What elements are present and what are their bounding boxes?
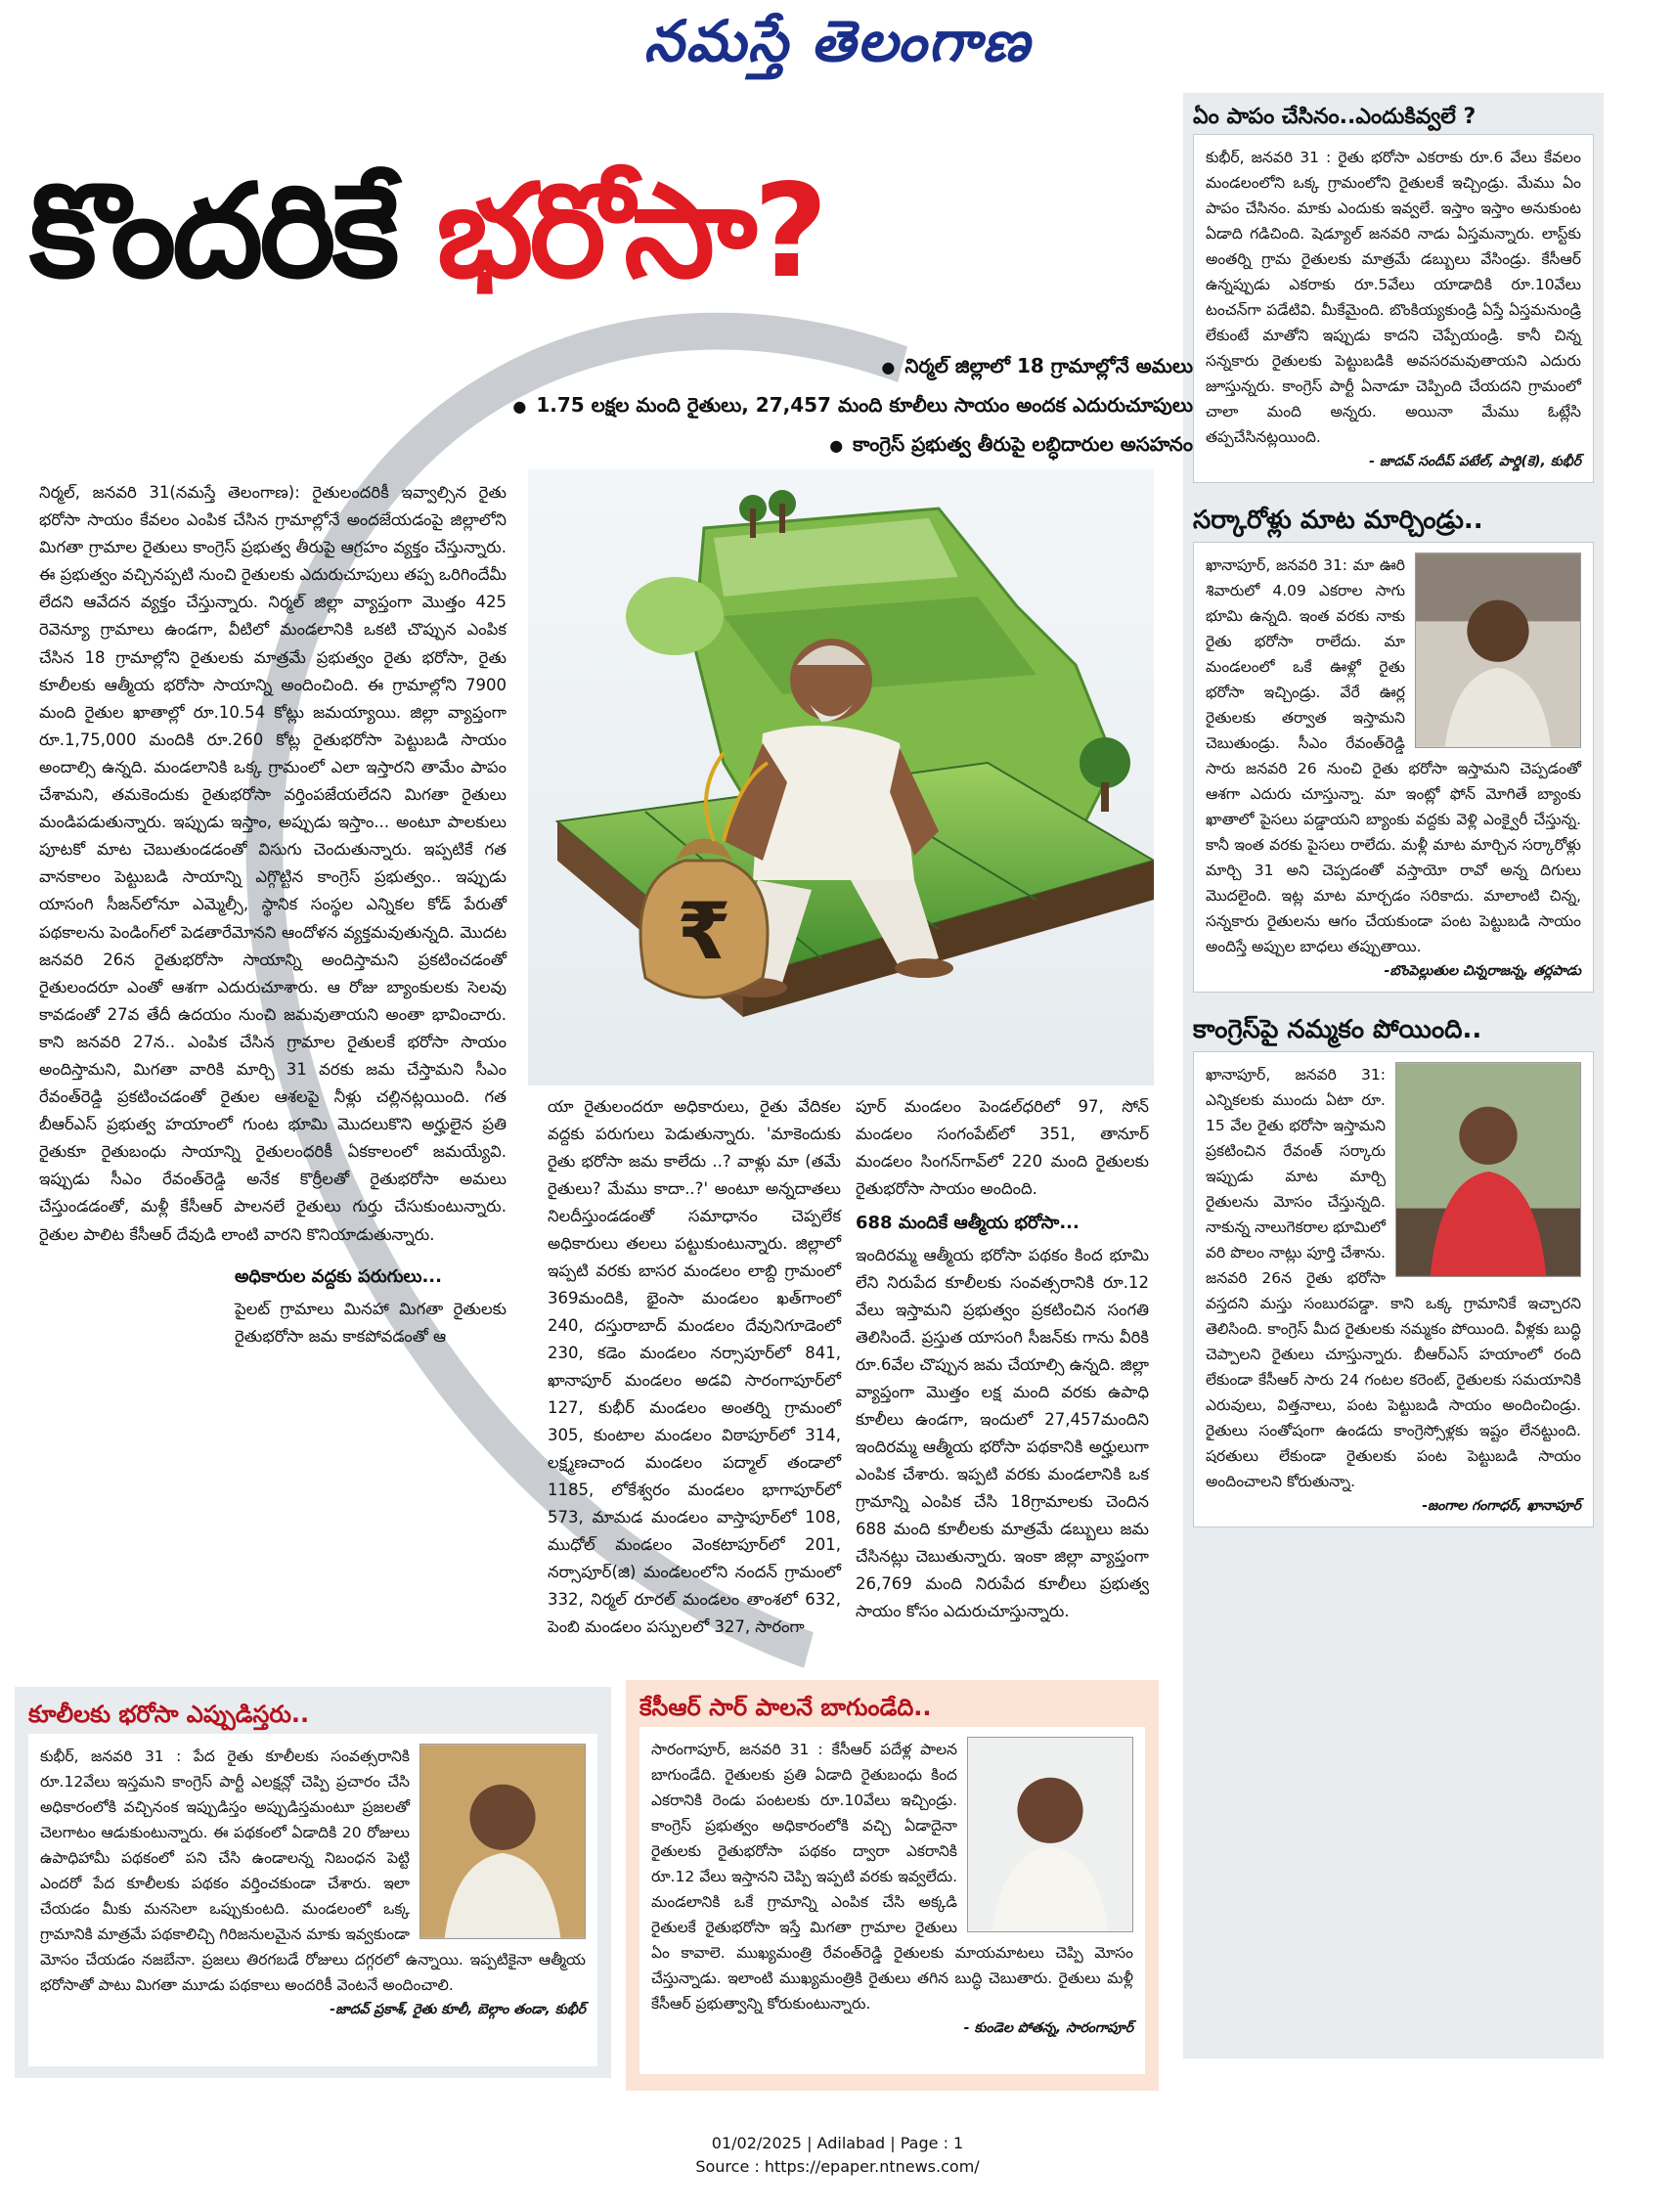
bottom-story-2-title: కేసీఆర్ సార్ పాలనే బాగుండేది..: [639, 1694, 932, 1721]
headline-bullets: [372, 347, 1193, 465]
sidebar-story-2-byline: -బొంపెల్లుతుల చిన్నరాజన్న, తర్లపాడు: [1384, 963, 1581, 979]
subhead-atmiya-bharosa: 688 మందికే ఆత్మీయ భరోసా...: [856, 1213, 1080, 1233]
bottom-story-kcr: [626, 1680, 1159, 2091]
farmer-illustration: [528, 469, 1154, 1085]
sidebar-story-1-byline: - జాదవ్ సందీప్ పటేల్, పార్డి(కె), కుభీర్: [1369, 454, 1581, 469]
main-article-paragraph-2: పైలట్ గ్రామాలు మినహా మిగతా రైతులకు రైతుభరోసా జమ కాకపోవడంతో ఆ: [235, 1299, 507, 1346]
bottom-story-1-byline: -జాదవ్ ప్రకాశ్, రైతు కూలీ, బెల్గాం తండా, కుభీర్: [330, 2002, 586, 2017]
headline-part-red: భరోసా?: [436, 156, 824, 307]
bullet-1: ● నిర్మల్ జిల్లాలో 18 గ్రామాల్లోనే అమలు: [372, 347, 1193, 386]
bullet-2: ● 1.75 లక్షల మంది రైతులు, 27,457 మంది కూలీలు సాయం అందక ఎదురుచూపులు: [372, 386, 1193, 425]
masthead-logo: నమస్తే తెలంగాణ: [643, 8, 1032, 74]
bottom-story-1-box: [28, 1734, 597, 2066]
sidebar-story-1-text: కుభీర్, జనవరి 31 : రైతు భరోసా ఎకరాకు రూ.6 వేలు కేవలం మండలంలోని ఒక్క గ్రామంలోని రైతులకే ఇచ్చిండ్రు. మేము ఏం పాపం చేసినం. మాకు ఎందుకు ఇవ్వలే. ఇస్తాం ఇస్తాం అనుకుంట ఏడాది గడిచింది. షెడ్యూల్ జనవరి నాడు ఏస్తమన్నారు. లాస్ట్‌కు అంతర్ని గ్రామ రైతులకు మాత్రమే డబ్బులు వేసిండ్రు. కేసీఆర్ ఉన్నప్పుడు ఎకరాకు రూ.5వేలు యాడాదికి రూ.10వేలు టంచన్‌గా పడేటివి. మీకేమైంది. బొంకియ్యకుండ్రి ఏస్తే ఏస్తమనుండ్రి లేకుంటే మాతోని ఇప్పుడు కాదని చెప్పేయండ్రి. కానీ చిన్న సన్నకారు రైతులకు పెట్టుబడికి అవసరమవుతాయని ఎదురు జూస్తున్నరు. కాంగ్రెస్ పార్టీ ఏనాడూ చెప్పింది చేయదని గ్రామంలో చాలా మంది అన్నరు. అయినా మేము ఓట్లేసి తప్పచేసినట్లయింది.: [1206, 149, 1581, 446]
portrait-photo-3: [1395, 1062, 1581, 1277]
sidebar-story-1-box: [1193, 134, 1594, 483]
sidebar-story-2: [1183, 491, 1604, 1000]
sidebar-story-3: [1183, 1000, 1604, 1535]
headline-part-black: కొందరికే: [29, 156, 437, 307]
sidebar-story-3-title: కాంగ్రెస్‌పై నమ్మకం పోయింది..: [1193, 1015, 1482, 1044]
sidebar-story-2-box: [1193, 542, 1594, 993]
main-article-column-3: [856, 1093, 1149, 1625]
sidebar-story-3-byline: -జంగాల గంగాధర్, ఖానాపూర్: [1422, 1498, 1581, 1514]
footer-source: Source : https://epaper.ntnews.com/: [695, 2157, 980, 2176]
svg-text:₹: ₹: [677, 886, 731, 977]
bottom-story-1-title: కూలీలకు భరోసా ఎప్పుడిస్తరు..: [28, 1701, 310, 1728]
sidebar-story-2-text: ఖానాపూర్, జనవరి 31: మా ఊరి శివారులో 4.09 ఎకరాల సాగు భూమి ఉన్నది. ఇంత వరకు నాకు రైతు భరోసా రాలేదు. మా మండలంలో ఒకే ఊళ్లో రైతు భరోసా ఇచ్చిండ్రు. వేరే ఊర్ల రైతులకు తర్వాత ఇస్తామని చెబుతుండ్రు. సీఎం రేవంత్‌రెడ్డి సారు జనవరి 26 నుంచి రైతు భరోసా ఇస్తామని చెప్పడంతో ఆశగా ఎదురు చూస్తున్నా. మా ఇంట్లో ఫోన్ మోగితే బ్యాంకు ఖాతాలో పైసలు పడ్డాయని బ్యాంకు వద్దకు వెళ్లి ఎంక్వైరీ చేస్తున్న. కానీ ఇంత వరకు పైసలు రాలేదు. మళ్లీ మాట మార్చిన సర్కారోళ్లు మార్చి 31 అని చెప్పడంతో వస్తాయో రావో అన్న దిగులు మొదలైంది. ఇట్ల మాట మార్చడం సరికాదు. మాలాంటి చిన్న, సన్నకారు రైతులను ఆగం చేయకుండా పంట పెట్టుబడి సాయం అందిస్తే అప్పుల బాధలు తప్పుతాయి.: [1206, 556, 1581, 955]
sidebar-story-3-text: ఖానాపూర్, జనవరి 31: ఎన్నికలకు ముందు ఏటా రూ. 15 వేల రైతు భరోసా ఇస్తామని ప్రకటించిన రేవంత్ సర్కారు ఇప్పుడు మాట మార్చి రైతులను మోసం చేస్తున్నది. నాకున్న నాలుగెకరాల భూమిలో వరి పొలం నాట్లు పూర్తి చేశాను. జనవరి 26న రైతు భరోసా వస్తదని మస్తు సంబురపడ్డా. కాని ఒక్క గ్రామానికే ఇచ్చారని తెలిసింది. కాంగ్రెస్ మీద రైతులకు నమ్మకం పోయింది. వీళ్లకు బుద్ధి చెప్పాలని రైతులు చూస్తున్నారు. బీఆర్‌ఎస్ హయాంలో రంది లేకుండా కేసీఆర్ సారు 24 గంటల కరెంట్, రైతులకు సమయానికి ఎరువులు, విత్తనాలు, పంట పెట్టుబడి సాయం అందించిండ్రు. రైతులు సంతోషంగా ఉండదు కాంగ్రెస్సోళ్లకు ఇష్టం లేనట్టుంది. షరతులు లేకుండా రైతులకు పంట పెట్టుబడి సాయం అందించాలని కోరుతున్నా.: [1206, 1066, 1581, 1490]
main-article-paragraph-5: ఇందిరమ్మ ఆత్మీయ భరోసా పథకం కింద భూమి లేని నిరుపేద కూలీలకు సంవత్సరానికి రూ.12 వేలు ఇస్తామని ప్రభుత్వం ప్రకటించిన సంగతి తెలిసిందే. ప్రస్తుత యాసంగి సీజన్‌కు గాను వీరికి రూ.6వేల చొప్పున జమ చేయాల్సి ఉన్నది. జిల్లా వ్యాప్తంగా మొత్తం లక్ష మంది వరకు ఉపాధి కూలీలు ఉండగా, ఇందులో 27,457మందిని ఇందిరమ్మ ఆత్మీయ భరోసా పథకానికి అర్హులుగా ఎంపిక చేశారు. ఇప్పటి వరకు మండలానికి ఒక గ్రామాన్ని ఎంపిక చేసి 18గ్రామాలకు చెందిన 688 మంది కూలీలకు మాత్రమే డబ్బులు జమ చేసినట్లు చెబుతున్నారు. ఇంకా జిల్లా వ్యాప్తంగా 26,769 మంది నిరుపేద కూలీలు ప్రభుత్వ సాయం కోసం ఎదురుచూస్తున్నారు.: [856, 1246, 1149, 1620]
bottom-story-1-text: కుభీర్, జనవరి 31 : పేద రైతు కూలీలకు సంవత్సరానికి రూ.12వేలు ఇస్తమని కాంగ్రెస్ పార్టీ ఎలక్షన్లో చెప్పి ప్రచారం చేసి అధికారంలోకి వచ్చినంక ఇప్పుడిస్తం అప్పుడిస్తమంటూ ప్రజలతో చెలగాటం ఆడుకుంటున్నారు. ఈ పథకంలో ఏడాదికి 20 రోజులు ఉపాధిహామీ పథకంలో పని చేసి ఉండాలన్న నిబంధన పెట్టి ఎందరో పేద కూలీలకు పథకం వర్తించకుండా చేశారు. ఇలా చేయడం మీకు మనసెలా ఒప్పుకుంటది. మండలంలో ఒక్క గ్రామానికి మాత్రమే పథకాలిచ్చి గిరిజనులమైన మాకు ఇవ్వకుండా మోసం చేయడం నజబేనా. ప్రజలు తిరగబడే రోజులు దగ్గరలో ఉన్నాయి. ఇప్పటికైనా ఆత్మీయ భరోసాతో పాటు మిగతా మూడు పథకాలు అందరికీ వెంటనే అందించాలి.: [40, 1747, 586, 1994]
main-article-paragraph-1: నిర్మల్, జనవరి 31(నమస్తే తెలంగాణ): రైతులందరికీ ఇవ్వాల్సిన రైతు భరోసా సాయం కేవలం ఎంపిక చేసిన గ్రామాల్లోనే అందజేయడంపై జిల్లాలోని మిగతా గ్రామాల రైతులు కాంగ్రెస్ ప్రభుత్వ తీరుపై ఆగ్రహం వ్యక్తం చేస్తున్నారు. ఈ ప్రభుత్వం వచ్చినప్పటి నుంచి రైతులకు ఎదురుచూపులు తప్ప ఒరిగిందేమీ లేదని ఆవేదన వ్యక్తం చేస్తున్నారు. నిర్మల్ జిల్లా వ్యాప్తంగా మొత్తం 425 రెవెన్యూ గ్రామాలు ఉండగా, వీటిలో మండలానికి ఒకటి చొప్పున ఎంపిక చేసిన 18 గ్రామాల్లోని రైతులకు మాత్రమే ప్రభుత్వం రైతు భరోసా, రైతు కూలీలకు ఆత్మీయ భరోసా సాయాన్ని అందించింది. ఈ గ్రామాల్లోని 7900 మంది రైతుల ఖాతాల్లో రూ.10.54 కోట్లు జమయ్యాయి. జిల్లా వ్యాప్తంగా రూ.1,75,000 మందికి రూ.260 కోట్ల రైతుభరోసా పెట్టుబడి సాయం అందాల్సి ఉన్నది. మండలానికి ఒక్క గ్రామంలో ఎలా ఇస్తారని తామేం పాపం చేశామని, తమకెందుకు రైతుభరోసా వర్తింపజేయలేదని మిగతా రైతులు మండిపడుతున్నారు. ఇప్పుడు ఇస్తాం, అప్పుడు ఇస్తాం... అంటూ పాలకులు పూటకో మాట చెబుతుండడంతో విసుగు చెందుతున్నారు. ఇప్పటికే గత వానకాలం పెట్టుబడి సాయాన్ని ఎగ్గొట్టిన కాంగ్రెస్ ప్రభుత్వం.. ఇప్పుడు యాసంగి సీజన్‌లోనూ ఎమ్మెల్సీ, స్థానిక సంస్థల ఎన్నికల కోడ్ పేరుతో పథకాలను పెండింగ్‌లో పెడతారేమోనని ఆందోళన వ్యక్తమవుతున్నది. మొదట జనవరి 26న రైతుభరోసా సాయాన్ని అందిస్తామని ప్రకటించడంతో రైతులందరూ ఎంతో ఆశగా ఎదురుచూశారు. ఆ రోజు బ్యాంకులకు సెలవు కావడంతో 27వ తేదీ ఉదయం నుంచి జమవుతాయని అంతా భావించారు. కాని జనవరి 27న.. ఎంపిక చేసిన గ్రామాల రైతులకే భరోసా సాయం అందిస్తామని, మిగతా వారికి మార్చి 31 వరకు జమ చేస్తామని సీఎం రేవంత్‌రెడ్డి ప్రకటించడంతో రైతుల ఆశలపై నీళ్లు చల్లినట్లయింది. గత బీఆర్‌ఎస్ ప్రభుత్వ హయాంలో గుంట భూమి మొదలుకొని అర్హులైన ప్రతి రైతుకూ రైతుబంధు సాయాన్ని రైతులందరికీ ఏకకాలంలో జమయ్యేవి. ఇప్పుడు సీఎం రేవంత్‌రెడ్డి అనేక కొర్రీలతో రైతుభరోసా అమలు చేస్తుండడంతో, మళ్లీ కేసీఆర్ పాలనలే రైతులు గుర్తు చేసుకుంటున్నారు. రైతుల పాలిట కేసీఆర్ దేవుడి లాంటి వారని కొనియాడుతున్నారు.: [39, 483, 507, 1244]
main-article-paragraph-4: పూర్ మండలం పెండల్‌ధరిలో 97, సోన్ మండలం సంగంపేట్‌లో 351, తానూర్ మండలం సింగన్‌గావ్‌లో 220 మంది రైతులకు రైతుభరోసా సాయం అందింది.: [856, 1097, 1149, 1198]
bullet-3: ● కాంగ్రెస్ ప్రభుత్వ తీరుపై లబ్ధిదారుల అసహనం: [372, 425, 1193, 465]
sidebar-story-3-box: [1193, 1051, 1594, 1527]
main-headline: [29, 147, 1124, 318]
sidebar-story-1-title: ఏం పాపం చేసినం..ఎందుకివ్వలే ?: [1193, 105, 1477, 129]
subhead-officials: అధికారుల వద్దకు పరుగులు...: [235, 1265, 442, 1287]
bottom-story-2-text: సారంగాపూర్, జనవరి 31 : కేసీఆర్ పదేళ్ల పాలన బాగుండేది. రైతులకు ప్రతి ఏడాది రైతుబంధు కింద ఎకరానికి రెండు పంటలకు రూ.10వేలు ఇచ్చిండ్రు. కాంగ్రెస్ ప్రభుత్వం అధికారంలోకి వచ్చి ఏడాదైనా రైతులకు రైతుభరోసా పథకం ద్వారా ఎకరానికి రూ.12 వేలు ఇస్తానని చెప్పి ఇప్పటి వరకు ఇవ్వలేదు. మండలానికి ఒకే గ్రామాన్ని ఎంపిక చేసి అక్కడి రైతులకే రైతుభరోసా ఇస్తే మిగతా గ్రామాల రైతులు ఏం కావాలె. ముఖ్యమంత్రి రేవంత్‌రెడ్డి రైతులకు మాయమాటలు చెప్పి మోసం చేస్తున్నాడు. ఇలాంటి ముఖ్యమంత్రికి రైతులు తగిన బుద్ధి చెబుతారు. రైతులు మళ్లీ కేసీఆర్ ప్రభుత్వాన్ని కోరుకుంటున్నారు.: [651, 1741, 1133, 2013]
page-footer: [0, 2132, 1675, 2179]
portrait-photo-2: [1415, 553, 1581, 748]
footer-date-edition: 01/02/2025 | Adilabad | Page : 1: [711, 2134, 964, 2152]
bottom-story-2-box: [639, 1727, 1145, 2074]
portrait-photo-5: [967, 1737, 1133, 1932]
sidebar-story-2-title: సర్కారోళ్లు మాట మార్చిండ్రు..: [1193, 506, 1483, 535]
sidebar-panel: [1183, 93, 1604, 2058]
main-article-column-2: [548, 1093, 841, 1641]
bottom-story-2-byline: - కుండెల పోతన్న, సారంగాపూర్: [963, 2020, 1133, 2036]
bottom-story-labourers: [15, 1687, 611, 2078]
main-article-column-1: [39, 479, 507, 1350]
main-article-paragraph-3: యా రైతులందరూ అధికారులు, రైతు వేదికల వద్దకు పరుగులు పెడుతున్నారు. 'మాకెందుకు రైతు భరోసా జమ కాలేదు ..? వాళ్లు మా (తమే రైతులు? మేము కాదా..?' అంటూ అన్నదాతలు నిలదీస్తుండడంతో సమాధానం చెప్పలేక అధికారులు తలలు పట్టుకుంటున్నారు. జిల్లాలో ఇప్పటి వరకు బాసర మండలం లాబ్ది గ్రామంలో 369మందికి, భైంసా మండలం ఖత్‌గాంలో 240, దస్తురాబాద్ మండలం దేవునిగూడెంలో 230, కడెం మండలం నర్సాపూర్‌లో 841, ఖానాపూర్ మండలం అడవి సారంగాపూర్‌లో 127, కుభీర్ మండలం అంతర్ని గ్రామంలో 305, కుంటాల మండలం విఠాపూర్‌లో 314, లక్ష్మణచాంద మండలం పద్మాల్ తండాలో 1185, లోకేశ్వరం మండలం భాగాపూర్‌లో 573, మామడ మండలం వాస్తాపూర్‌లో 108, ముధోల్ మండలం వెంకటాపూర్‌లో 201, నర్సాపూర్(జి) మండలంలోని నందన్ గ్రామంలో 332, నిర్మల్ రూరల్ మండలం తాంశలో 632, పెంబి మండలం పస్పులలో 327, సారంగా: [548, 1097, 841, 1636]
sidebar-story-1: [1183, 93, 1604, 491]
portrait-photo-4: [419, 1744, 586, 1939]
